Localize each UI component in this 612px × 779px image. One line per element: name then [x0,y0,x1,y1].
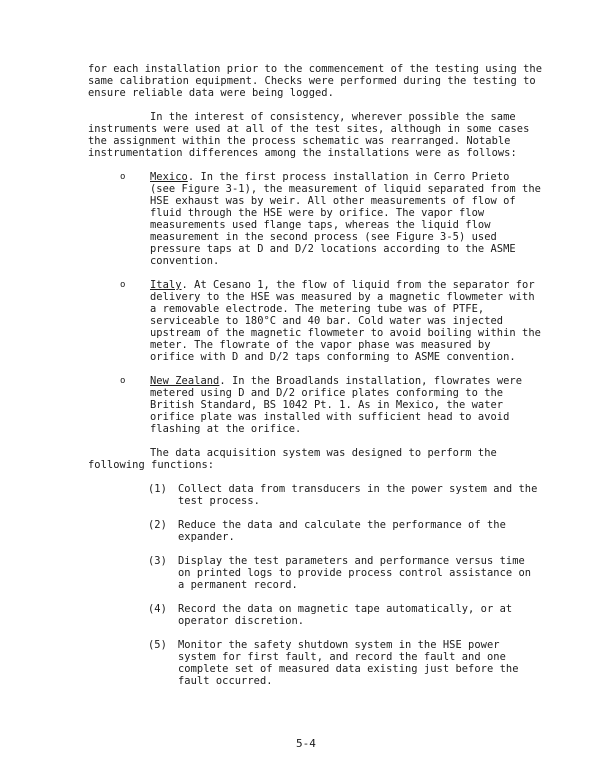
page-number: 5-4 [296,737,316,750]
bullet-line: meter. The flowrate of the vapor phase was measured by [150,339,491,351]
bullet-line: HSE exhaust was by weir. All other measurements of flow of [150,195,516,207]
bullet-marker: o [120,172,126,182]
function-number: (2) [148,519,167,531]
function-line: on printed logs to provide process control assistance on [178,567,532,579]
function-line: Reduce the data and calculate the performance of the [178,519,506,531]
bullet-marker: o [120,376,126,386]
function-line: Monitor the safety shutdown system in the HSE power [178,639,500,651]
function-line: fault occurred. [178,675,273,687]
bullet-first-text: . At Cesano 1, the flow of liquid from the separator for [181,279,535,291]
intro-line: for each installation prior to the commencement of the testing using the [88,63,543,75]
para2-line: the assignment within the process schematic was rearranged. Notable [88,135,511,147]
function-line: expander. [178,531,235,543]
intro-line: same calibration equipment. Checks were performed during the testing to [88,75,536,87]
function-number: (4) [148,603,167,615]
para3-line: The data acquisition system was designed to perform the [150,447,497,459]
function-line: a permanent record. [178,579,298,591]
para3-line: following functions: [88,459,215,471]
para2-line: In the interest of consistency, wherever possible the same [150,111,516,123]
bullet-line: delivery to the HSE was measured by a magnetic flowmeter with [150,291,535,303]
bullet-line: pressure taps at D and D/2 locations according to the ASME [150,243,516,255]
para2-line: instrumentation differences among the installations were as follows: [88,147,517,159]
function-line: Record the data on magnetic tape automatically, or at [178,603,513,615]
bullet-line: convention. [150,255,220,267]
function-line: test process. [178,495,260,507]
function-line: complete set of measured data existing just before the [178,663,519,675]
bullet-first-line [150,279,535,291]
bullet-first-text: . In the Broadlands installation, flowrates were [219,375,523,387]
bullet-line: measurement in the second process (see Figure 3-5) used [150,231,497,243]
bullet-line: (see Figure 3-1), the measurement of liquid separated from the [150,183,541,195]
bullet-first-text: . In the first process installation in Cerro Prieto [187,171,510,183]
bullet-marker: o [120,280,126,290]
bullet-line: serviceable to 180°C and 40 bar. Cold water was injected [150,315,504,327]
function-number: (1) [148,483,167,495]
function-line: operator discretion. [178,615,305,627]
bullet-first-line [150,375,522,387]
function-line: system for first fault, and record the fault and one [178,651,506,663]
bullet-line: measurements used flange taps, whereas the liquid flow [150,219,491,231]
bullet-first-line [150,171,509,183]
bullet-line: British Standard, BS 1042 Pt. 1. As in Mexico, the water [150,399,504,411]
function-line: Display the test parameters and performance versus time [178,555,525,567]
function-number: (3) [148,555,167,567]
para2-line: instruments were used at all of the test sites, although in some cases [88,123,530,135]
bullet-heading: New Zealand [150,375,220,387]
bullet-line: orifice with D and D/2 taps conforming to ASME convention. [150,351,516,363]
bullet-line: flashing at the orifice. [150,423,302,435]
bullet-heading: Italy [150,279,182,291]
bullet-line: a removable electrode. The metering tube was of PTFE, [150,303,485,315]
bullet-line: fluid through the HSE were by orifice. The vapor flow [150,207,485,219]
bullet-line: metered using D and D/2 orifice plates conforming to the [150,387,504,399]
function-line: Collect data from transducers in the power system and the [178,483,538,495]
intro-line: ensure reliable data were being logged. [88,87,334,99]
bullet-line: orifice plate was installed with sufficient head to avoid [150,411,510,423]
bullet-heading: Mexico [150,171,188,183]
function-number: (5) [148,639,167,651]
bullet-line: upstream of the magnetic flowmeter to avoid boiling within the [150,327,541,339]
